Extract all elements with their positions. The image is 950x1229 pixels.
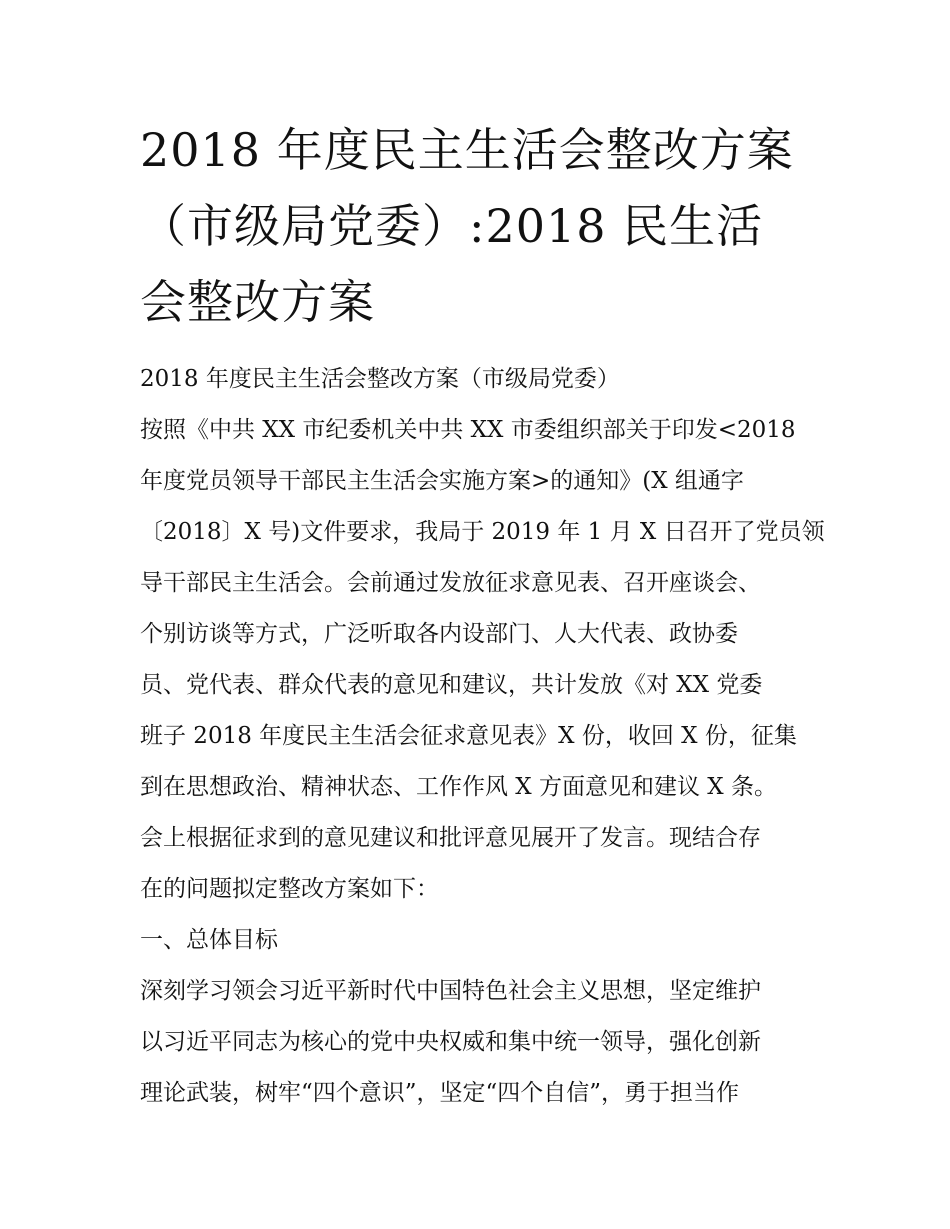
- section1-line-3: 理论武装，树牢“四个意识”，坚定“四个自信”，勇于担当作: [140, 1080, 740, 1106]
- intro-line-7: 班子 2018 年度民主生活会征求意见表》X 份，收回 X 份，征集: [140, 723, 797, 749]
- intro-line-3: 〔2018〕X 号)文件要求，我局于 2019 年 1 月 X 日召开了党员领: [140, 519, 825, 545]
- intro-line-6: 员、党代表、群众代表的意见和建议，共计发放《对 XX 党委: [140, 672, 763, 698]
- title-line-1: 2018 年度民主生活会整改方案: [140, 123, 794, 177]
- title-line-3: 会整改方案: [140, 275, 375, 329]
- intro-line-8: 到在思想政治、精神状态、工作作风 X 方面意见和建议 X 条。: [140, 774, 777, 800]
- section-heading-goals: 一、总体目标: [140, 927, 278, 953]
- intro-line-2: 年度党员领导干部民主生活会实施方案>的通知》(X 组通字: [140, 468, 744, 494]
- document-body: [140, 358, 830, 1123]
- section1-line-1: 深刻学习领会习近平新时代中国特色社会主义思想，坚定维护: [140, 978, 761, 1004]
- subtitle-line: 2018 年度民主生活会整改方案（市级局党委）: [140, 366, 620, 392]
- section1-line-2: 以习近平同志为核心的党中央权威和集中统一领导，强化创新: [140, 1029, 761, 1055]
- intro-line-5: 个别访谈等方式，广泛听取各内设部门、人大代表、政协委: [140, 621, 738, 647]
- intro-line-10: 在的问题拟定整改方案如下：: [140, 876, 439, 902]
- intro-line-4: 导干部民主生活会。会前通过发放征求意见表、召开座谈会、: [140, 570, 761, 596]
- title-line-2: （市级局党委）:2018 民生活: [140, 199, 764, 253]
- intro-line-9: 会上根据征求到的意见建议和批评意见展开了发言。现结合存: [140, 825, 761, 851]
- intro-line-1: 按照《中共 XX 市纪委机关中共 XX 市委组织部关于印发<2018: [140, 417, 796, 443]
- document-title: [140, 112, 830, 340]
